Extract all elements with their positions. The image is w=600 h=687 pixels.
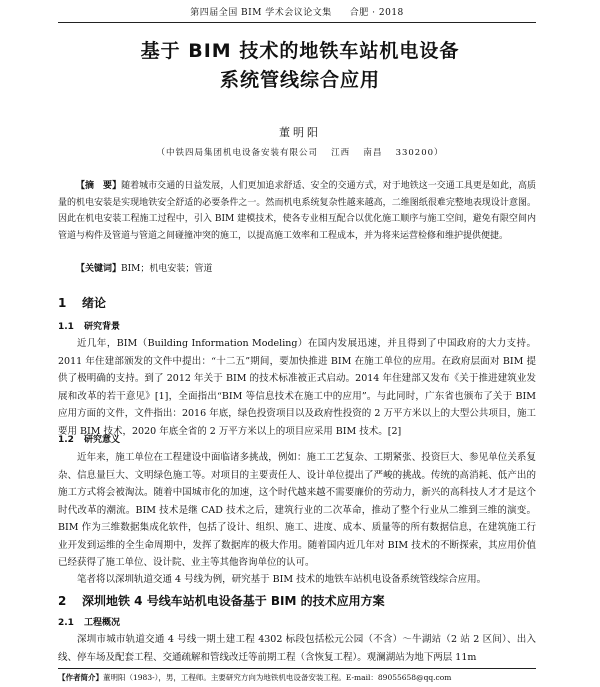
- author-name: 董明阳: [279, 126, 321, 139]
- subsection-number: 2.1: [58, 618, 74, 628]
- author-affiliation: （中铁四局集团机电设备安装有限公司 江西 南昌 330200）: [156, 148, 444, 158]
- abstract-text: 随着城市交通的日益发展，人们更加追求舒适、安全的交通方式，对于地铁这一交通工具更是如此，高质量的机电安装是实现地铁安全舒适的必要条件之一。然而机电系统复杂性越来越高，二维图纸很难完整地表现设计意图。因此在机电安装工程施工过程中，引入 BIM 建模技术，使各专业相互配合以优化施工顺序与施工空间，避免有限空间内管道与构件及管道与管道之间碰撞冲突的施工，以提高施工效率和工程成本，并为将来运营检修和维护提供便捷。: [58, 181, 536, 241]
- section-number: 1: [58, 296, 67, 310]
- title-line-1: 基于 BIM 技术的地铁车站机电设备: [140, 40, 460, 62]
- subsection-heading-2-1: [58, 615, 536, 631]
- abstract: [58, 178, 536, 244]
- subsection-number: 1.1: [58, 322, 74, 332]
- paragraph-significance: 近年来，施工单位在工程建设中面临诸多挑战，例如：施工工艺复杂、工期紧张、投资巨大、参见单位关系复杂、信息量巨大、文明绿色施工等。对项目的主要责任人、设计单位提出了严峻的挑战。传统的高消耗、低产出的施工方式将会被淘汰。随着中国城市化的加速，这个时代越来越不需要廉价的劳动力，新兴的高科技人才才是这个时代改革的潮流。BIM 技术是继 CAD 技术之后，建筑行业的二次革命，推动了整个行业从二维到三维的演变。BIM 作为三维数据集成化软件，包括了设计、组织、施工、进度、成本、质量等的所有数据信息，在建筑施工行业开发到运维的全生命周期中，发挥了数据库的极大作用。随着国内近几年对 BIM 技术的不断探索，其应用价值已经获得了施工单位、设计院、业主等其他咨询单位的认可。: [58, 452, 536, 568]
- abstract-label: 【摘 要】: [76, 181, 122, 191]
- footnote-text: 董明阳（1983-），男，工程师。主要研究方向为地铁机电设备安装工程。E-mail：89055658@qq.com: [103, 673, 452, 682]
- subsection-title: 工程概况: [84, 618, 121, 628]
- paragraph-purpose: 笔者将以深圳轨道交通 4 号线为例，研究基于 BIM 技术的地铁车站机电设备系统管线综合应用。: [77, 574, 487, 585]
- subsection-heading-1-2: [58, 432, 536, 448]
- section-title: 绪论: [82, 296, 107, 310]
- paragraph-background: 近几年，BIM（Building Information Modeling）在国内发展迅速，并且得到了中国政府的大力支持。2011 年住建部颁发的文件中提出：“十二五”期间，要加快推进 BIM 在施工单位的应用。在政府层面对 BIM 提供了极明确的支持。到了 2012 年关于 BIM 的技术标准被正式启动。2014 年住建部又发布《关于推进建筑业发展和改革的若干意见》[1]，全面指出“BIM 等信息技术在施工中的应用”。与此同时，广东省也颁布了关于 BIM 应用方面的文件，文件指出：2016 年底，绿色投资项目以及政府性投资的 2 万平方米以上的大型公共项目，施工要用 BIM 技术，2020 年底全省的 2 万平方米以上的项目应采用 BIM 技术。[2]: [58, 338, 536, 437]
- running-header: [58, 4, 536, 23]
- author-footnote: [58, 668, 536, 686]
- footnote-label: 【作者简介】: [58, 673, 103, 682]
- section-title: 深圳地铁 4 号线车站机电设备基于 BIM 的技术应用方案: [82, 594, 385, 608]
- section-heading-2: [58, 592, 536, 610]
- paragraph-project-overview: 深圳市城市轨道交通 4 号线一期土建工程 4302 标段包括松元公园（不含）～牛湖站（2 站 2 区间）、出入线、停车场及配套工程、交通疏解和管线改迁等前期工程（含恢复工程）。观澜湖站为地下两层 11m: [58, 634, 536, 663]
- title-line-2: 系统管线综合应用: [219, 69, 380, 91]
- subsection-number: 1.2: [58, 435, 74, 445]
- keywords-label: 【关键词】: [76, 264, 122, 274]
- section-heading-1: [58, 294, 536, 312]
- conference-location-year: 合肥 · 2018: [349, 8, 404, 18]
- subsection-title: 研究意义: [84, 435, 121, 445]
- keywords: [76, 261, 536, 277]
- section-number: 2: [58, 594, 67, 608]
- paper-title: [40, 37, 560, 95]
- subsection-heading-1-1: [58, 319, 536, 335]
- journal-name: 第四届全国 BIM 学术会议论文集: [190, 8, 332, 18]
- subsection-title: 研究背景: [84, 322, 121, 332]
- keywords-text: BIM；机电安装；管道: [121, 264, 213, 274]
